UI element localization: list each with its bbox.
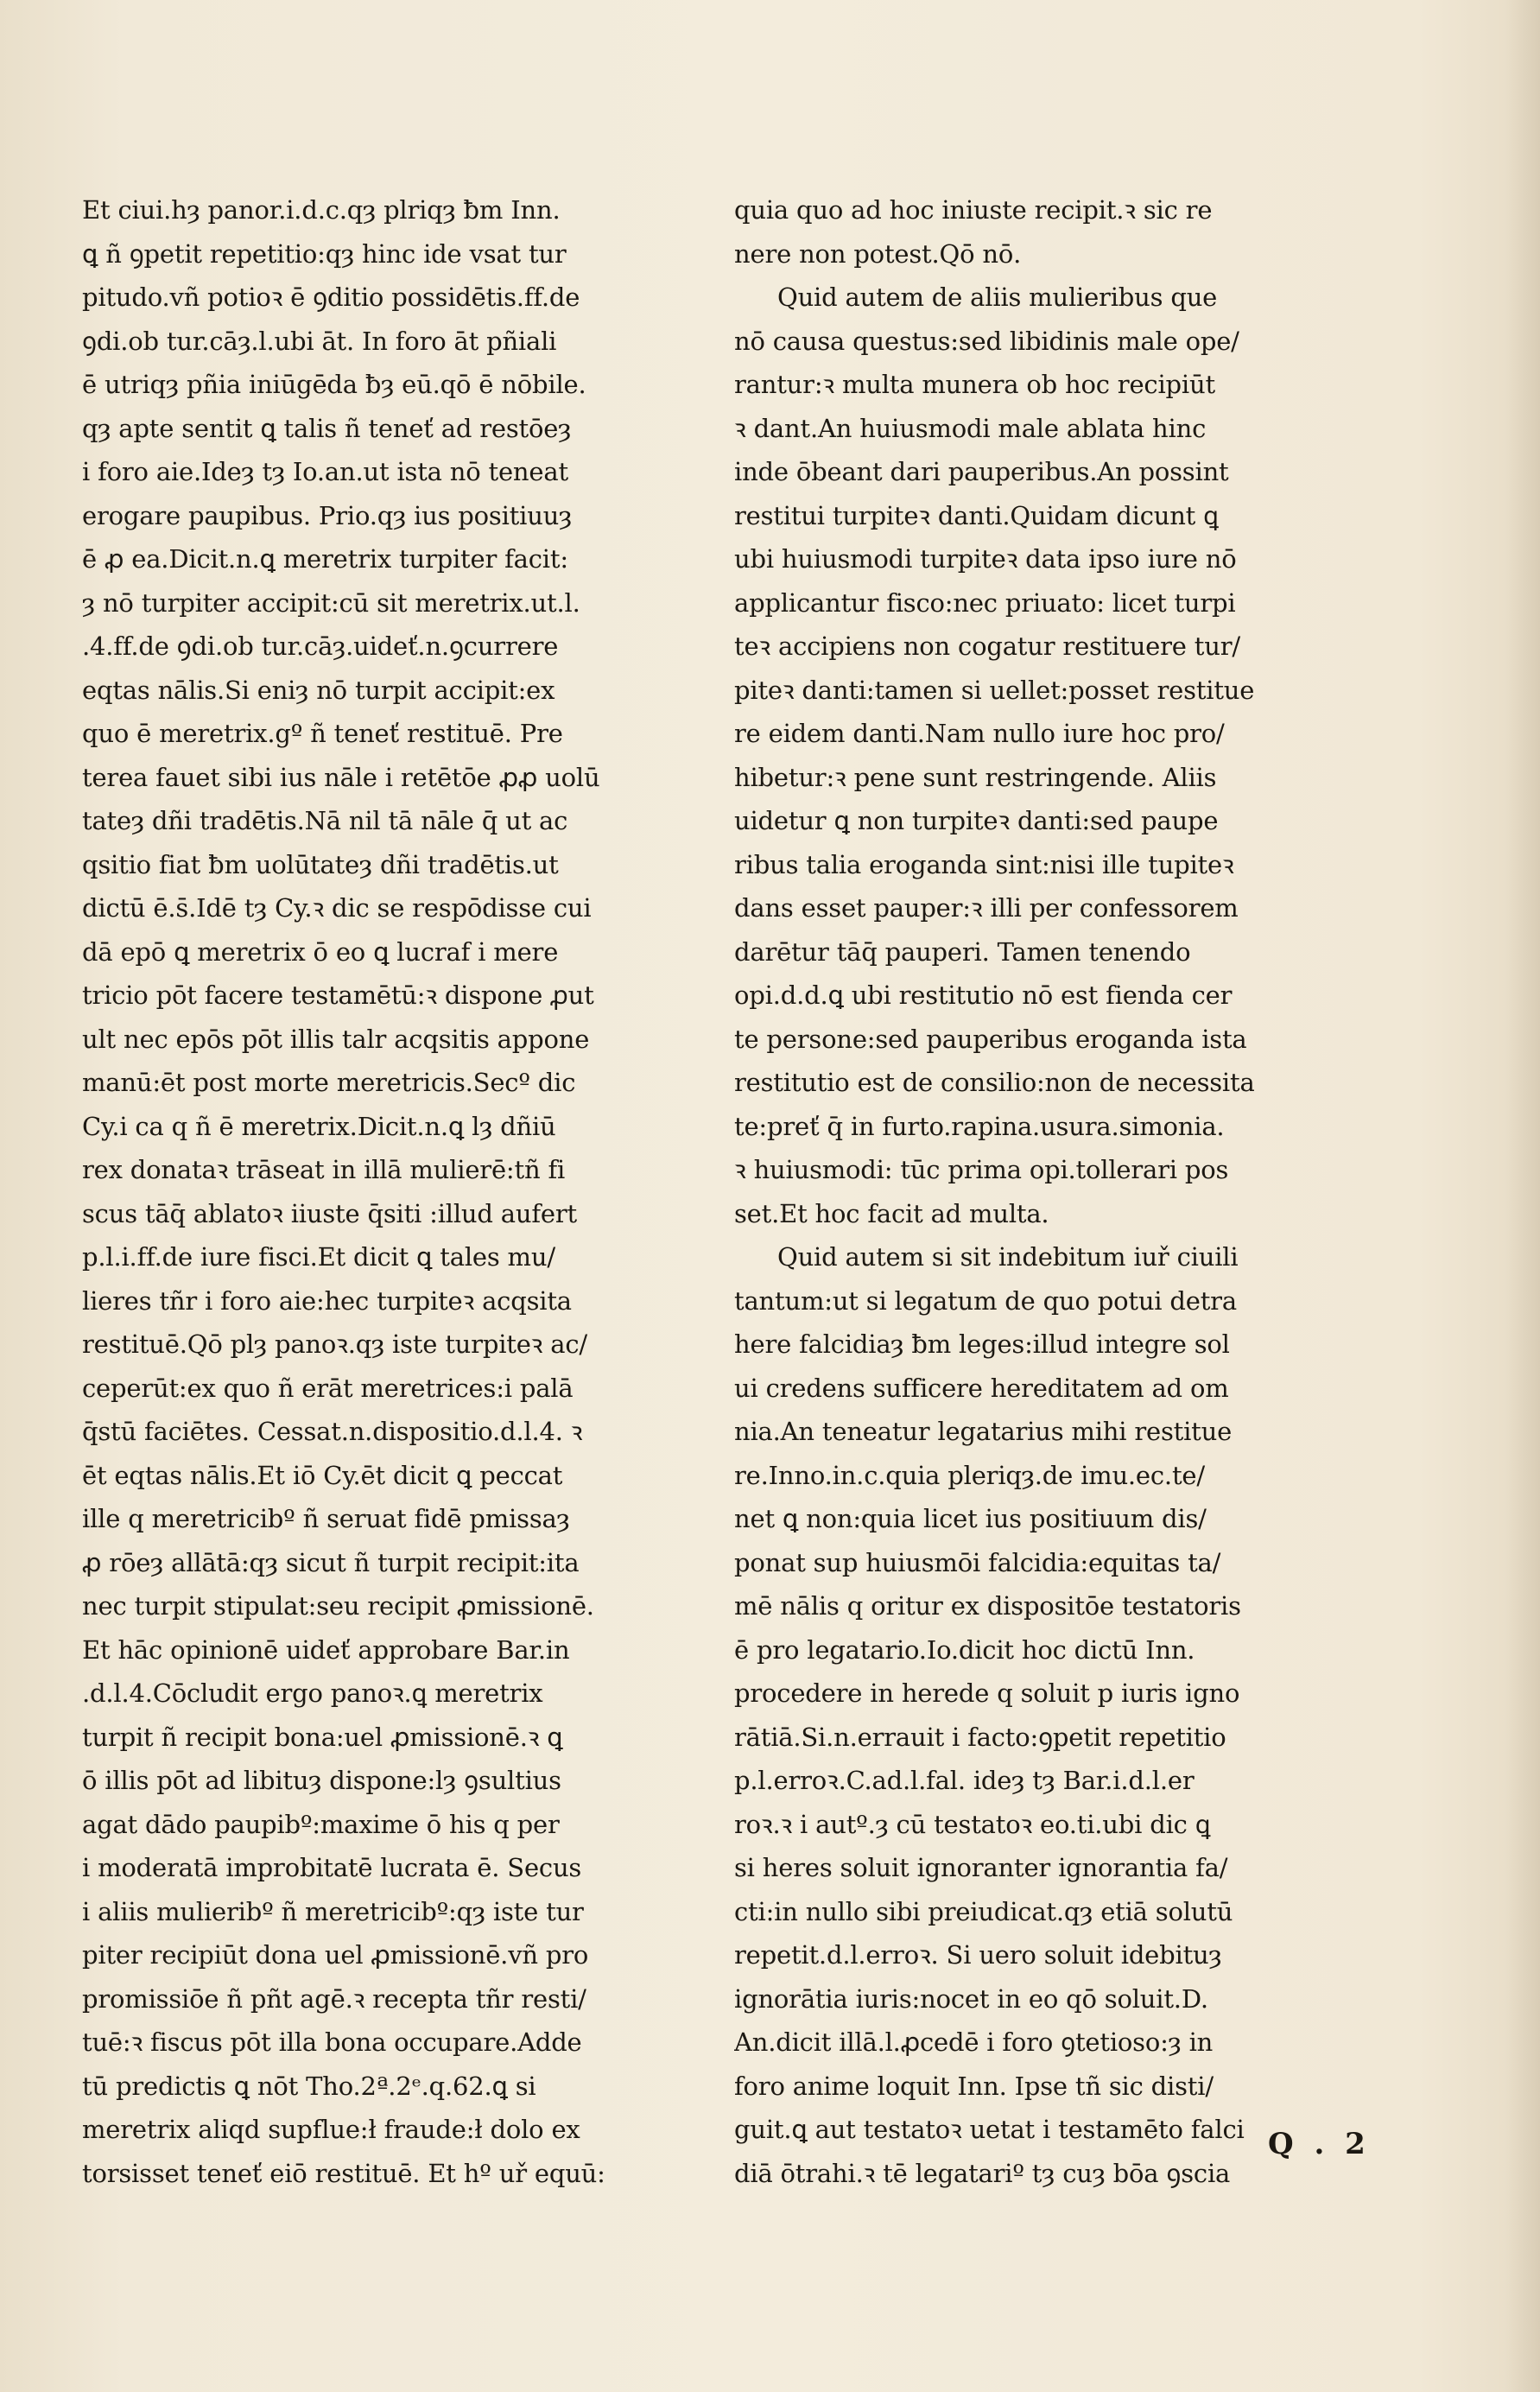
text-line: guit.ꝗ aut testatoꝛ uetat i testamēto falci [734, 2115, 1245, 2144]
text-line: quo ē meretrix.gº ñ teneť restituē. Pre [82, 719, 563, 748]
text-line: nō causa questus:sed libidinis male ope/ [734, 326, 1239, 356]
text-line: ꝛ huiusmodi: tūc prima opi.tollerari pos [734, 1155, 1229, 1184]
text-line: repetit.d.l.erroꝛ. Si uero soluit idebituȝ [734, 1940, 1222, 1970]
text-line: te:preť q̄ in furto.rapina.usura.simonia. [734, 1111, 1225, 1141]
text-line: quia quo ad hoc iniuste recipit.ꝛ sic re [734, 195, 1213, 225]
text-line: here falcidiaȝ ƀm leges:illud integre sol [734, 1329, 1230, 1359]
text-line: ponat sup huiusmōi falcidia:equitas ta/ [734, 1547, 1221, 1577]
text-line: nia.An teneatur legatarius mihi restitue [734, 1417, 1233, 1446]
text-line: diā ōtrahi.ꝛ tē legatariº tȝ cuȝ bōa ꝯscia [734, 2158, 1231, 2188]
text-line: dictū ē.s̄.Idē tȝ Cy.ꝛ dic se respōdisse cui [82, 893, 592, 923]
text-line: qȝ apte sentit ꝗ talis ñ teneť ad restōeȝ [82, 413, 572, 443]
text-line: ꝗ ñ ꝯpetit repetitio:qȝ hinc ide vsat tur [82, 238, 567, 269]
text-line: rantur:ꝛ multa munera ob hoc recipiūt [734, 370, 1215, 399]
text-line: erogare paupibus. Prio.qȝ ius positiuuȝ [82, 500, 573, 530]
text-line: p.l.i.ff.de iure fisci.Et dicit ꝗ tales mu/ [82, 1242, 555, 1272]
text-line: dans esset pauper:ꝛ illi per confessorem [734, 893, 1239, 923]
text-line: opi.d.d.ꝗ ubi restitutio nō est fienda cer [734, 980, 1233, 1010]
text-line: ui credens sufficere hereditatem ad om [734, 1373, 1229, 1403]
text-line: turpit ñ recipit bona:uel ꝓmissionē.ꝛ ꝗ [82, 1722, 563, 1752]
text-line: scus tāq̄ ablatoꝛ iiuste q̄siti :illud aufert [82, 1198, 577, 1228]
text-line: hibetur:ꝛ pene sunt restringende. Aliis [734, 762, 1217, 792]
text-line: ille q meretricibº ñ seruat fidē pmissaȝ [82, 1504, 570, 1533]
text-line: i moderatā improbitatē lucrata ē. Secus [82, 1853, 582, 1882]
text-line: An.dicit illā.l.ꝓcedē i foro ꝯtetioso:ȝ in [734, 2027, 1214, 2057]
text-line: si heres soluit ignoranter ignorantia fa/ [734, 1853, 1228, 1882]
text-line: .d.l.4.Cōcludit ergo panoꝛ.ꝗ meretrix [82, 1678, 543, 1708]
text-line: procedere in herede q soluit p iuris igno [734, 1678, 1240, 1708]
signature-mark: Q . 2 [1268, 2127, 1371, 2161]
text-line: re eidem danti.Nam nullo iure hoc pro/ [734, 719, 1225, 748]
text-line: pitudo.vñ potioꝛ ē ꝯditio possidētis.ff.de [82, 282, 580, 312]
text-line: i aliis mulieribº ñ meretricibº:qȝ iste tur [82, 1896, 584, 1926]
text-line: promissiōe ñ pñt agē.ꝛ recepta tñr resti/ [82, 1983, 586, 2014]
text-line: eqtas nālis.Si eniȝ nō turpit accipit:ex [82, 675, 555, 705]
text-line: torsisset teneť eiō restituē. Et hº uř equū: [82, 2158, 605, 2188]
text-line: ō illis pōt ad libituȝ dispone:lȝ ꝯsultius [82, 1766, 561, 1795]
text-line: restitutio est de consilio:non de necessita [734, 1068, 1255, 1097]
text-line: Cy.i ca q ñ ē meretrix.Dicit.n.ꝗ lȝ dñiū [82, 1111, 556, 1141]
text-line: Quid autem si sit indebitum iuř ciuili [777, 1242, 1239, 1272]
text-line: tū predictis ꝗ nōt Tho.2ª.2ᵉ.q.62.ꝗ si [82, 2071, 536, 2101]
text-line: ꝓ rōeȝ allātā:qȝ sicut ñ turpit recipit:ita [82, 1547, 580, 1577]
text-line: tantum:ut si legatum de quo potui detra [734, 1285, 1237, 1316]
text-line: i foro aie.Ideȝ tȝ Io.an.ut ista nō teneat [82, 457, 568, 486]
text-line: ubi huiusmodi turpiteꝛ data ipso iure nō [734, 544, 1237, 574]
text-line: ȝ nō turpiter accipit:cū sit meretrix.ut.l. [82, 587, 580, 618]
text-line: darētur tāq̄ pauperi. Tamen tenendo [734, 936, 1191, 967]
text-line: ē ꝓ ea.Dicit.n.ꝗ meretrix turpiter facit: [82, 544, 568, 574]
text-line: q̄stū faciētes. Cessat.n.dispositio.d.l.4. ꝛ [82, 1417, 583, 1446]
right-text-column [734, 188, 1365, 2195]
text-line: ribus talia eroganda sint:nisi ille tupiteꝛ [734, 849, 1234, 879]
text-line: p.l.erroꝛ.C.ad.l.fal. ideȝ tȝ Bar.i.d.l.er [734, 1766, 1195, 1795]
text-line: restitui turpiteꝛ danti.Quidam dicunt ꝗ [734, 500, 1219, 530]
text-line: te persone:sed pauperibus eroganda ista [734, 1024, 1247, 1054]
text-line: ꝯdi.ob tur.cāȝ.l.ubi āt. In foro āt pñiali [82, 326, 557, 356]
text-line: rātiā.Si.n.errauit i facto:ꝯpetit repetitio [734, 1722, 1226, 1752]
text-line: ē utriqȝ pñia iniūgēda ƀȝ eū.qō ē nōbile. [82, 370, 586, 399]
text-line: ē pro legatario.Io.dicit hoc dictū Inn. [734, 1634, 1195, 1665]
text-line: nere non potest.Qō nō. [734, 238, 1022, 269]
text-line: tateȝ dñi tradētis.Nā nil tā nāle q̄ ut ac [82, 806, 568, 835]
text-line: net ꝗ non:quia licet ius positiuum dis/ [734, 1504, 1207, 1533]
text-line: foro anime loquit Inn. Ipse tñ sic disti/ [734, 2071, 1214, 2101]
text-line: piter recipiūt dona uel ꝓmissionē.vñ pro [82, 1940, 589, 1970]
text-line: re.Inno.in.c.quia pleriqȝ.de imu.ec.te/ [734, 1460, 1205, 1490]
text-line: restituē.Qō plȝ panoꝛ.qȝ iste turpiteꝛ ac/ [82, 1329, 587, 1359]
text-line: piteꝛ danti:tamen si uellet:posset restitue [734, 675, 1255, 705]
text-line: Et ciui.hȝ panor.i.d.c.qȝ plriqȝ ƀm Inn. [82, 195, 561, 225]
text-line: meretrix aliqd supflue:ł fraude:ł dolo ex [82, 2115, 580, 2144]
text-line: inde ōbeant dari pauperibus.An possint [734, 457, 1229, 486]
text-line: rex donataꝛ trāseat in illā mulierē:tñ fi [82, 1155, 566, 1184]
text-line: terea fauet sibi ius nāle i retētōe ꝓꝓ uolū [82, 762, 600, 792]
text-line: Et hāc opinionē uideť approbare Bar.in [82, 1634, 570, 1665]
left-text-column [82, 188, 713, 2195]
text-line: nec turpit stipulat:seu recipit ꝓmissionē. [82, 1591, 594, 1621]
text-line: ceperūt:ex quo ñ erāt meretrices:i palā [82, 1373, 574, 1403]
text-line: lieres tñr i foro aie:hec turpiteꝛ acqsita [82, 1285, 572, 1316]
text-line: tricio pōt facere testamētū:ꝛ dispone ꝓut [82, 980, 594, 1010]
text-line: teꝛ accipiens non cogatur restituere tur/ [734, 631, 1240, 661]
text-line: ult nec epōs pōt illis talr acqsitis appone [82, 1024, 590, 1054]
text-line: tuē:ꝛ fiscus pōt illa bona occupare.Adde [82, 2027, 582, 2057]
text-line: ēt eqtas nālis.Et iō Cy.ēt dicit ꝗ peccat [82, 1460, 563, 1490]
text-line: Quid autem de aliis mulieribus que [777, 282, 1218, 312]
text-line: ꝛ dant.An huiusmodi male ablata hinc [734, 413, 1207, 443]
text-line: mē nālis q oritur ex dispositōe testatoris [734, 1591, 1241, 1621]
page-edge-shadow [1505, 0, 1540, 2392]
text-line: roꝛ.ꝛ i autº.ȝ cū testatoꝛ eo.ti.ubi dic ꝗ [734, 1809, 1211, 1839]
text-line: cti:in nullo sibi preiudicat.qȝ etiā solutū [734, 1896, 1233, 1926]
text-line: applicantur fisco:nec priuato: licet turpi [734, 587, 1236, 618]
text-line: ignorātia iuris:nocet in eo qō soluit.D. [734, 1983, 1208, 2014]
text-line: agat dādo paupibº:maxime ō his q per [82, 1809, 560, 1839]
text-line: .4.ff.de ꝯdi.ob tur.cāȝ.uideť.n.ꝯcurrere [82, 631, 559, 661]
text-line: uidetur ꝗ non turpiteꝛ danti:sed paupe [734, 806, 1219, 835]
text-line: qsitio fiat ƀm uolūtateȝ dñi tradētis.ut [82, 849, 559, 879]
text-line: set.Et hoc facit ad multa. [734, 1198, 1049, 1228]
text-line: dā epō ꝗ meretrix ō eo ꝗ lucraf i mere [82, 936, 559, 967]
text-line: manū:ēt post morte meretricis.Secº dic [82, 1068, 576, 1097]
